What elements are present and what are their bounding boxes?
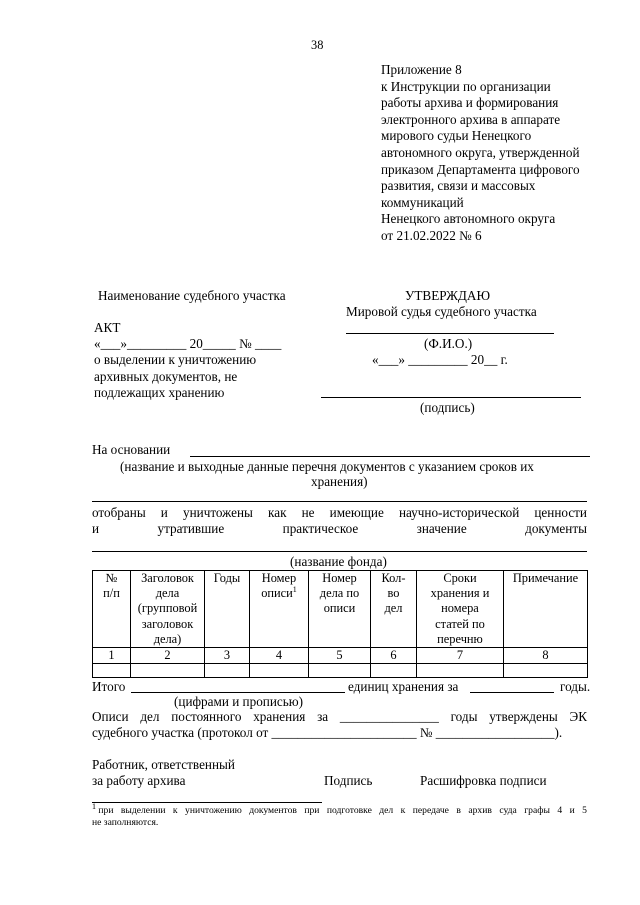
table-column-number: 7: [417, 648, 504, 664]
footnote-word: 4: [557, 805, 563, 816]
court-section-label: Наименование судебного участка: [98, 288, 286, 303]
page-number: 38: [311, 38, 324, 52]
footnote-word: к: [172, 805, 178, 816]
lost-value-text: [92, 521, 587, 538]
footnote-word: документов: [249, 805, 297, 816]
sign-label: Подпись: [324, 773, 373, 788]
table-cell[interactable]: [93, 664, 131, 678]
appendix-line: Приложение 8: [381, 62, 462, 77]
inventory-word: Описи: [92, 709, 129, 724]
worker-title-line2: за работу архива: [92, 773, 186, 788]
table-cell[interactable]: [371, 664, 417, 678]
basis-second-line: [92, 501, 587, 502]
table-header-cell: № п/п: [93, 571, 131, 648]
lost-value-word: и: [92, 521, 100, 536]
table-cell[interactable]: [309, 664, 371, 678]
table-header-cell: Сроки хранения и номера статей по перечню: [417, 571, 504, 648]
lost-value-word: значение: [416, 521, 467, 536]
worker-title-line1: Работник, ответственный: [92, 757, 235, 772]
decode-label: Расшифровка подписи: [420, 773, 547, 788]
appendix-block: [381, 62, 580, 245]
footnote-mark: 1: [292, 585, 297, 595]
appendix-line: электронного архива в аппарате: [381, 111, 561, 127]
table-number-row: [93, 648, 588, 664]
footnote-word: 5: [582, 805, 587, 816]
judge-title: Мировой судья судебного участка: [346, 304, 537, 319]
inventory-line2: судебного участка (протокол от ______________________ № __________________).: [92, 725, 563, 740]
table-column-number: 1: [93, 648, 131, 664]
table-column-number: 3: [205, 648, 250, 664]
footnote-word: суда: [499, 805, 517, 816]
table-header-cell: Кол- во дел: [371, 571, 417, 648]
basis-hint-line1: (название и выходные данные перечня документов с указанием сроков их: [120, 459, 534, 474]
inventory-word: _______________: [339, 709, 439, 724]
lost-value-word: документы: [525, 521, 587, 536]
basis-label: На основании: [92, 442, 171, 457]
act-purpose-line: о выделении к уничтожению: [94, 352, 257, 367]
judge-name-line: [346, 333, 554, 334]
total-count-line: [131, 692, 345, 693]
footnote-word: выделении: [120, 805, 166, 816]
appendix-line: автономного округа, утвержденной: [381, 144, 580, 160]
appendix-line: от 21.02.2022 № 6: [381, 227, 482, 243]
act-date-number-line: «___»_________ 20_____ № ____: [94, 336, 282, 351]
table-header-row: [93, 571, 588, 648]
table-column-number: 6: [371, 648, 417, 664]
table-cell[interactable]: [205, 664, 250, 678]
footnote-word: уничтожению: [185, 805, 242, 816]
inventory-word: дел: [140, 709, 160, 724]
inventory-line1: [92, 709, 587, 726]
table-header-cell: Заголовок дела (групповой заголовок дела): [131, 571, 205, 648]
table-header-cell: Годы: [205, 571, 250, 648]
appendix-line: коммуникаций: [381, 194, 464, 210]
selected-text: отобраны и уничтожены как не имеющие научно-исторической ценности: [92, 505, 587, 520]
footnote-word: дел: [379, 805, 394, 816]
appendix-line: развития, связи и массовых: [381, 178, 536, 194]
footnote-word: при: [304, 805, 320, 816]
fund-caption: (название фонда): [290, 554, 387, 569]
table-column-number: 8: [504, 648, 588, 664]
appendix-line: приказом Департамента цифрового: [381, 161, 580, 177]
footnote-mark: 1: [92, 801, 96, 811]
footnote-separator: [92, 802, 322, 803]
appendix-line: мирового судьи Ненецкого: [381, 128, 532, 144]
table-column-number: 2: [131, 648, 205, 664]
basis-fill-line: [190, 456, 590, 457]
footnote-line2: не заполняются.: [92, 817, 159, 828]
approval-date-line: «___» _________ 20__ г.: [372, 352, 508, 367]
footnote-word: графы: [524, 805, 550, 816]
footnote-word: архив: [468, 805, 492, 816]
appendix-line: к Инструкции по организации: [381, 78, 551, 94]
total-label: Итого: [92, 679, 126, 694]
footnote-word: к: [400, 805, 406, 816]
table-column-number: 4: [250, 648, 309, 664]
signature-line: [321, 397, 581, 398]
table-header-cell: Номер дела по описи: [309, 571, 371, 648]
footnote-word: и: [569, 805, 575, 816]
total-hint: (цифрами и прописью): [174, 694, 304, 709]
act-purpose-line: подлежащих хранению: [94, 385, 225, 401]
footnote-word: подготовке: [326, 805, 372, 816]
basis-hint-line2: хранения): [311, 474, 368, 489]
inventory-word: постоянного: [171, 709, 242, 724]
footnote-word: передаче: [412, 805, 449, 816]
inventory-word: хранения: [253, 709, 306, 724]
inventory-word: утверждены: [489, 709, 558, 724]
destruction-register-table: [92, 570, 588, 678]
table-header-cell: Примечание: [504, 571, 588, 648]
table-cell[interactable]: [504, 664, 588, 678]
table-header-cell: Номер описи$^1$: [250, 571, 309, 648]
signature-caption: (подпись): [420, 400, 475, 415]
appendix-line: Ненецкого автономного округа: [381, 211, 556, 227]
act-title: АКТ: [94, 320, 121, 335]
table-column-number: 5: [309, 648, 371, 664]
total-years: годы.: [560, 679, 591, 694]
act-purpose: [94, 352, 256, 402]
fund-line: [92, 551, 587, 552]
lost-value-word: утратившие: [157, 521, 225, 536]
appendix-line: работы архива и формирования: [381, 95, 559, 111]
inventory-word: годы: [450, 709, 478, 724]
table-empty-row: [93, 664, 588, 678]
total-years-line: [470, 692, 554, 693]
footnote-word: в: [456, 805, 461, 816]
lost-value-word: практическое: [282, 521, 359, 536]
approve-heading: УТВЕРЖДАЮ: [405, 288, 491, 303]
act-purpose-line: архивных документов, не: [94, 368, 238, 384]
fio-caption: (Ф.И.О.): [424, 336, 473, 351]
inventory-word: ЭК: [569, 709, 587, 724]
footnote-line1: [92, 801, 587, 817]
footnote-first-word: $^1$ при: [92, 801, 114, 816]
inventory-word: за: [317, 709, 329, 724]
table-cell[interactable]: [131, 664, 205, 678]
table-cell[interactable]: [417, 664, 504, 678]
total-units: единиц хранения за: [348, 679, 459, 694]
table-cell[interactable]: [250, 664, 309, 678]
